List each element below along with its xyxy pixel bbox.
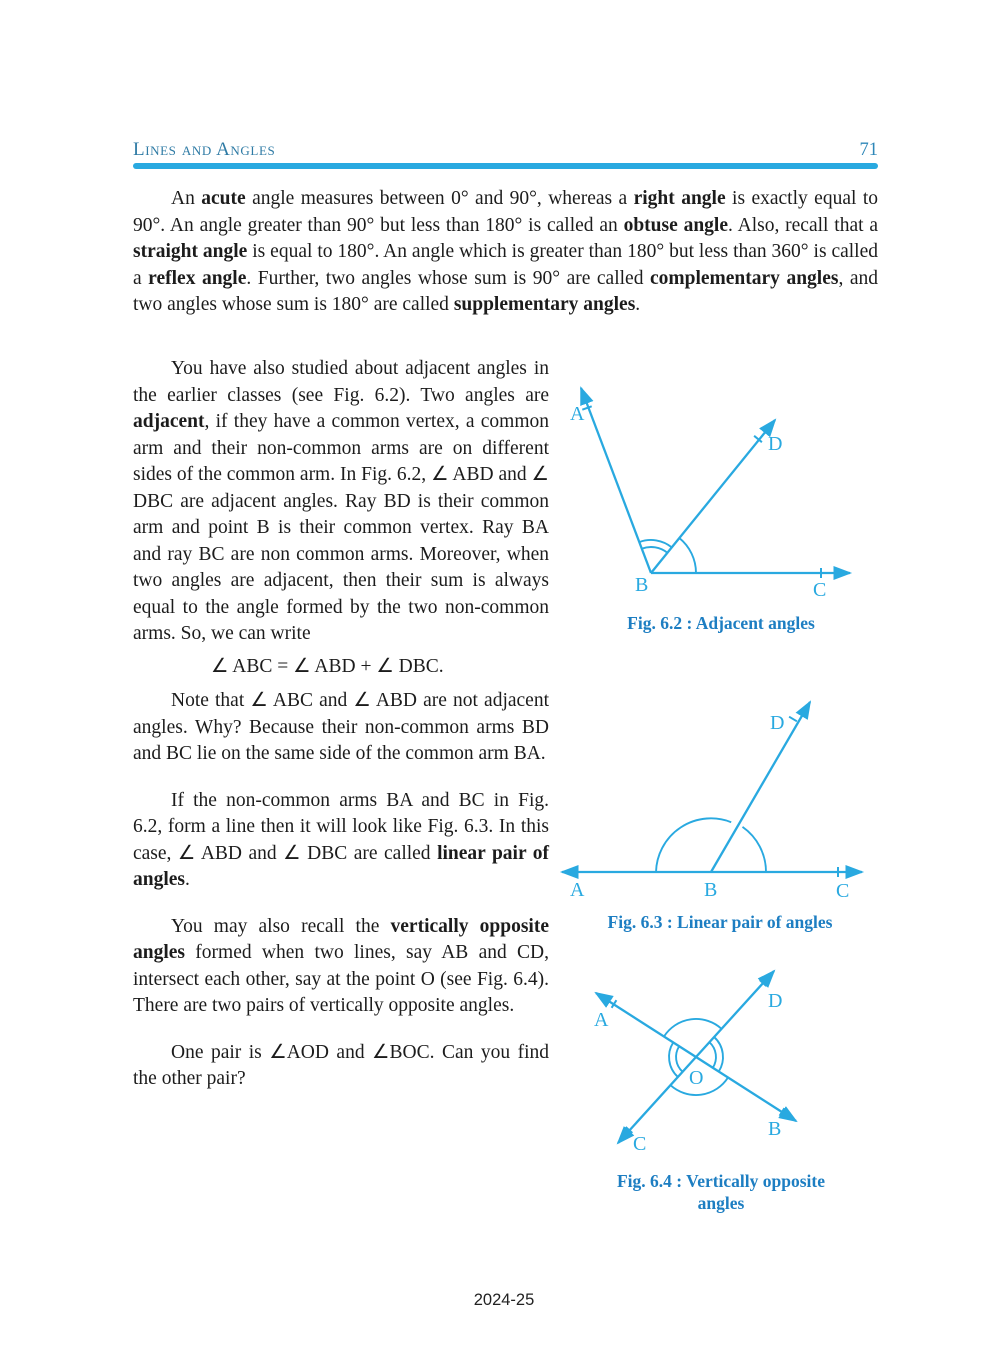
angle-arcs-group	[656, 818, 766, 872]
vertically-opposite-diagram	[556, 963, 886, 1168]
point-ticks-group	[577, 717, 838, 877]
label-C: C	[633, 1133, 647, 1155]
lines-group	[562, 702, 862, 872]
paragraph-one-pair-question: One pair is ∠AOD and ∠BOC. Can you find the other pair?	[133, 1041, 549, 1089]
label-B: B	[768, 1118, 782, 1140]
label-A: A	[570, 403, 585, 425]
figure-6-2	[556, 375, 886, 634]
figure-6-4-caption-line1: Fig. 6.4 : Vertically opposite	[616, 1171, 826, 1191]
paragraph-note: Note that ∠ ABC and ∠ ABD are not adjacent angles. Why? Because their non-common arms BD and BC lie on the same side of the common arm BA.	[133, 690, 549, 764]
figure-6-3-caption: Fig. 6.3 : Linear pair of angles	[607, 912, 833, 932]
label-O: O	[689, 1067, 704, 1089]
figure-6-2-caption: Fig. 6.2 : Adjacent angles	[627, 613, 815, 633]
paragraph-linear-pair: If the non-common arms BA and BC in Fig. 6.2, form a line then it will look like Fig. 6.3. In this case, ∠ ABD and ∠ DBC are called linear pair of angles.	[133, 789, 550, 890]
label-D: D	[768, 990, 783, 1012]
adjacent-angles-diagram	[556, 375, 886, 610]
label-A: A	[570, 879, 585, 901]
label-C: C	[813, 579, 827, 601]
linear-pair-diagram	[550, 697, 890, 909]
page-header	[133, 139, 878, 161]
paragraph-adjacent-angles: You have also studied about adjacent angles in the earlier classes (see Fig. 6.2). Two angles are adjacent, if they have a common vertex, a common arm and their non-common arms are on different sides of the common arm. In Fig. 6.2, ∠ ABD and ∠ DBC are adjacent angles. Ray BD is their common arm and point B is their common vertex. Ray BA and ray BC are non common arms. Moreover, when two angles are adjacent, then their sum is always equal to the angle formed by the two non-common arms. So, we can write	[133, 358, 549, 644]
lines-group	[596, 971, 796, 1143]
figure-6-4	[556, 963, 886, 1214]
page-number: 71	[859, 140, 878, 160]
figure-6-4-caption	[556, 1170, 886, 1214]
label-B: B	[704, 879, 718, 901]
chapter-title: Lines and Angles	[133, 139, 276, 160]
label-A: A	[594, 1009, 609, 1031]
label-D: D	[768, 433, 783, 455]
label-B: B	[635, 574, 649, 596]
paragraph-vertically-opposite: You may also recall the vertically opposite angles formed when two lines, say AB and CD, intersect each other, say at the point O (see Fig. 6.4). There are two pairs of vertically opposite angles.	[133, 915, 549, 1016]
label-D: D	[770, 712, 785, 734]
rays-group	[581, 388, 850, 573]
figure-6-4-caption-line2: angles	[697, 1193, 745, 1213]
header-rule	[133, 163, 878, 169]
left-text-column	[133, 356, 549, 1093]
equation-abc: ∠ ABC = ∠ ABD + ∠ DBC.	[211, 655, 444, 677]
paragraph-intro-angles: An acute angle measures between 0° and 90°, whereas a right angle is exactly equal to 90°. An angle greater than 90° but less than 180° is called an obtuse angle. Also, recall that a straight angle is equal to 180°. An angle which is greater than 180° but less than 360° is called a reflex angle. Further, two angles whose sum is 90° are called complementary angles, and two angles whose sum is 180° are called supplementary angles.	[133, 188, 878, 315]
label-C: C	[836, 880, 850, 902]
point-ticks-group	[582, 406, 821, 578]
figure-6-3	[550, 697, 890, 933]
footer-edition: 2024-25	[473, 1291, 535, 1309]
